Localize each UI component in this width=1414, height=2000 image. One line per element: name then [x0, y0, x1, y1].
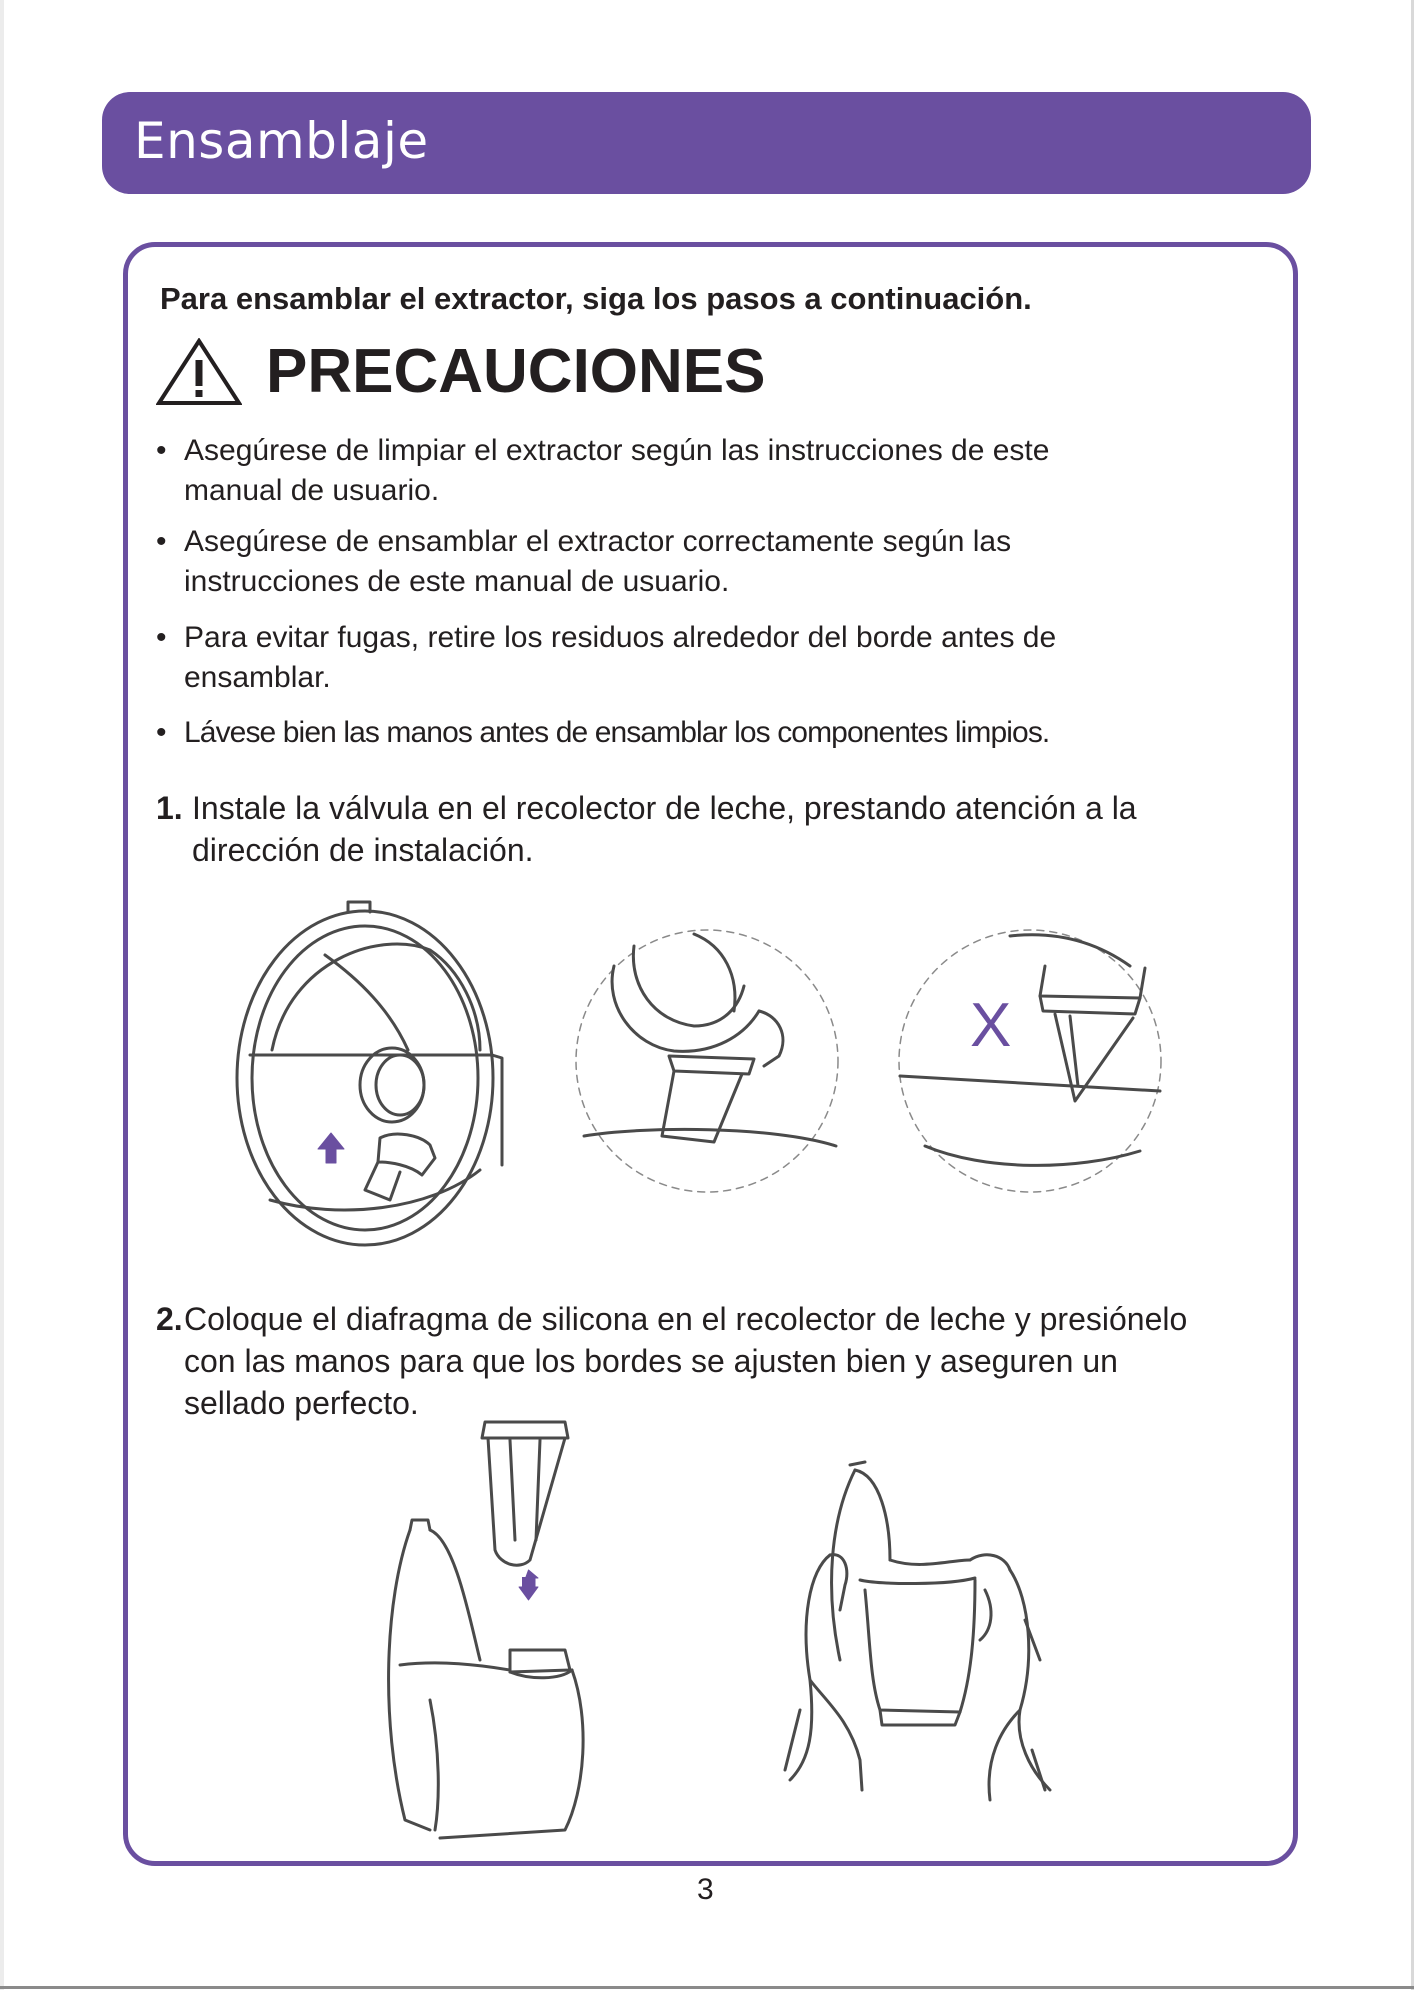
section-title: Ensamblaje	[134, 112, 429, 170]
hands-pressing-diaphragm-illustration	[770, 1460, 1070, 1810]
milk-collector-valve-illustration	[230, 900, 520, 1250]
page-edge	[0, 0, 4, 1990]
precaution-text: instrucciones de este manual de usuario.	[184, 565, 730, 598]
step-text: Instale la válvula en el recolector de leche, prestando atención a la	[192, 790, 1137, 826]
bullet-dot: •	[156, 621, 167, 654]
up-arrow-icon	[318, 1133, 344, 1163]
step-1	[156, 787, 1276, 871]
precaution-item	[156, 618, 1266, 698]
precaution-text: ensamblar.	[184, 661, 331, 694]
step-number: 2.	[156, 1301, 183, 1337]
section-header	[102, 92, 1311, 194]
precaution-item	[156, 431, 1266, 511]
precaution-text: manual de usuario.	[184, 474, 440, 507]
page-number: 3	[697, 1873, 714, 1906]
precaution-text: Lávese bien las manos antes de ensamblar los componentes limpios.	[184, 716, 1050, 749]
precaution-item	[156, 522, 1266, 602]
step-number: 1.	[156, 790, 183, 826]
precaution-text: Asegúrese de ensamblar el extractor correctamente según las	[184, 525, 1012, 558]
step-text: sellado perfecto.	[184, 1385, 419, 1421]
bullet-dot: •	[156, 434, 167, 467]
incorrect-mark: X	[970, 991, 1012, 1060]
precaution-item	[156, 713, 1266, 753]
diaphragm-insertion-illustration	[360, 1420, 590, 1840]
step-text: con las manos para que los bordes se ajusten bien y aseguren un	[184, 1343, 1118, 1379]
step-text: dirección de instalación.	[192, 832, 534, 868]
precautions-title: PRECAUCIONES	[266, 337, 766, 406]
warning-triangle-icon	[156, 338, 242, 406]
step-text: Coloque el diafragma de silicona en el recolector de leche y presiónelo	[184, 1301, 1188, 1337]
valve-incorrect-closeup	[895, 926, 1165, 1196]
precaution-text: Asegúrese de limpiar el extractor según las instrucciones de este	[184, 434, 1050, 467]
bullet-dot: •	[156, 716, 167, 749]
page-bottom-edge	[0, 1986, 1414, 1989]
intro-text: Para ensamblar el extractor, siga los pasos a continuación.	[160, 281, 1032, 316]
step-2	[156, 1298, 1276, 1424]
precaution-text: Para evitar fugas, retire los residuos alrededor del borde antes de	[184, 621, 1057, 654]
valve-correct-closeup	[574, 926, 840, 1196]
bullet-dot: •	[156, 525, 167, 558]
